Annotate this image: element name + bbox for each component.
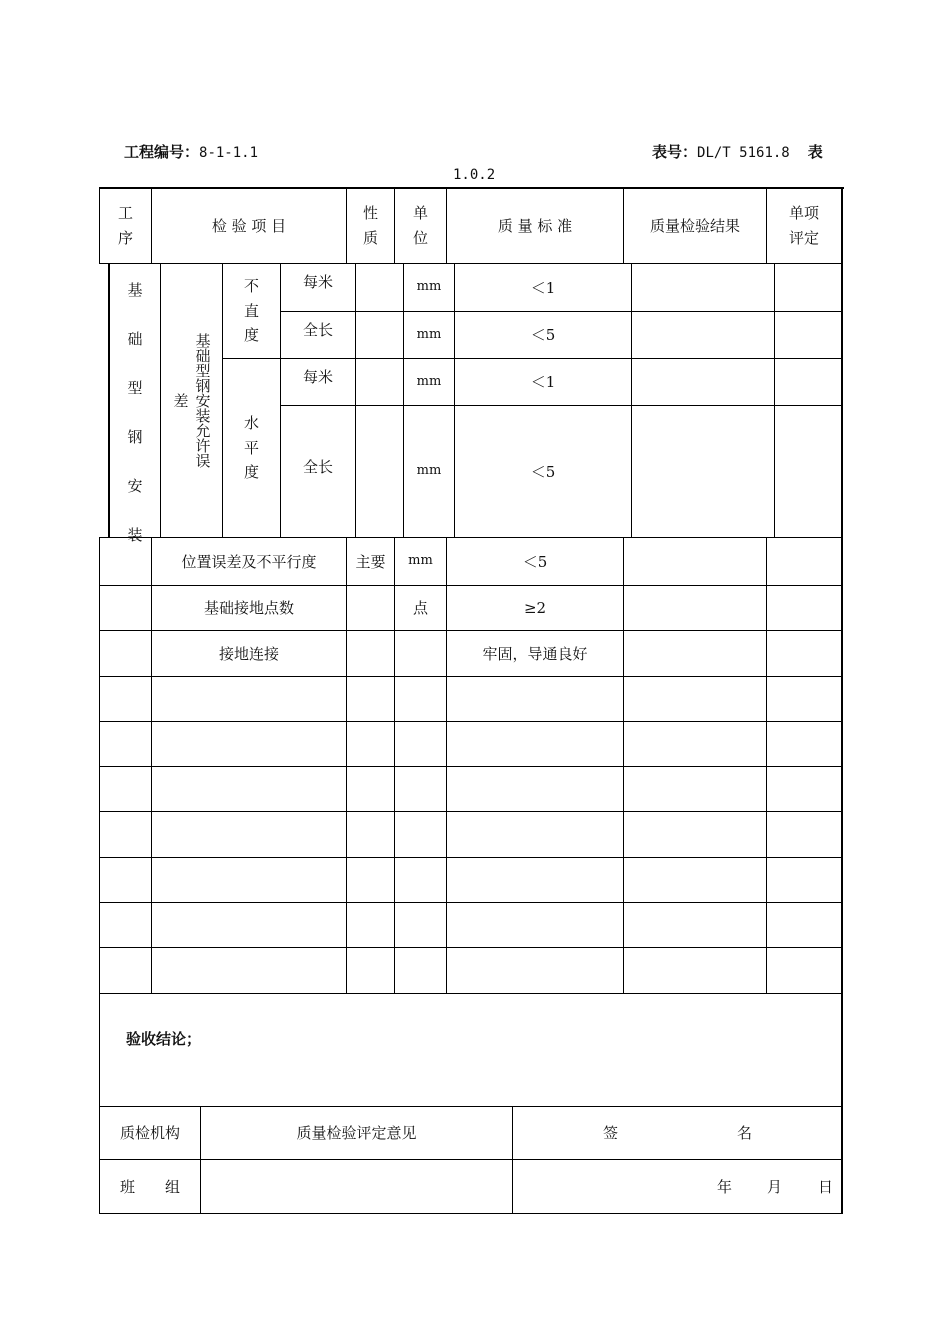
row-3-sub: 每米 [302,368,333,386]
tolerance-group-label: 基础型钢安装允许误差 [171,333,212,468]
row-4-unit: mm [416,463,442,479]
date-year: 年 [717,1177,733,1196]
row-1-standard: ＜1 [530,278,556,297]
row-6-unit: 点 [412,599,428,617]
row-1-unit: mm [416,279,442,295]
col-process-header: 工序 [117,203,133,247]
row-7-item: 接地连接 [218,644,279,663]
date-field [513,1160,841,1213]
project-number: 工程编号：8-1-1.1 [124,143,259,161]
row-5-nature: 主要 [355,552,386,571]
row-7-standard: 牢固，导通良好 [482,644,588,663]
col-evaluation-header: 单项评定 [788,203,819,247]
levelness-label: 水平度 [243,413,259,482]
table-number: 表号：DL/T 5161.8 表 [652,143,823,161]
row-4-standard: ＜5 [530,462,556,481]
inspection-org-label: 质检机构 [119,1124,180,1142]
row-2-sub: 全长 [302,321,333,339]
row-4-sub: 全长 [302,458,333,476]
date-day: 日 [818,1177,834,1196]
row-3-unit: mm [416,373,442,389]
date-month: 月 [767,1177,783,1196]
row-2-standard: ＜5 [530,326,556,344]
row-6-standard: ≥2 [523,599,547,617]
row-5-unit: mm [408,553,433,569]
quality-opinion-label: 质量检验评定意见 [296,1124,417,1142]
col-standard-header: 质 量 标 准 [497,216,573,235]
signature-label: 签 名 [603,1124,753,1142]
row-6-item: 基础接地点数 [203,599,294,617]
team-label: 班 组 [119,1177,180,1196]
table-number-continued: 1.0.2 [453,167,496,183]
row-5-standard: ＜5 [522,552,548,571]
acceptance-conclusion-label: 验收结论； [126,1030,202,1048]
col-nature-header: 性质 [362,203,378,247]
row-5-item: 位置误差及不平行度 [181,552,317,571]
process-name: 基础型钢安装 [127,281,143,544]
straightness-label: 不直度 [243,276,259,345]
row-1-sub: 每米 [302,273,333,291]
col-item-header: 检 验 项 目 [211,216,287,235]
col-unit-header: 单位 [412,203,428,247]
col-result-header: 质量检验结果 [649,216,740,235]
row-3-standard: ＜1 [530,373,556,391]
row-2-unit: mm [416,326,442,342]
